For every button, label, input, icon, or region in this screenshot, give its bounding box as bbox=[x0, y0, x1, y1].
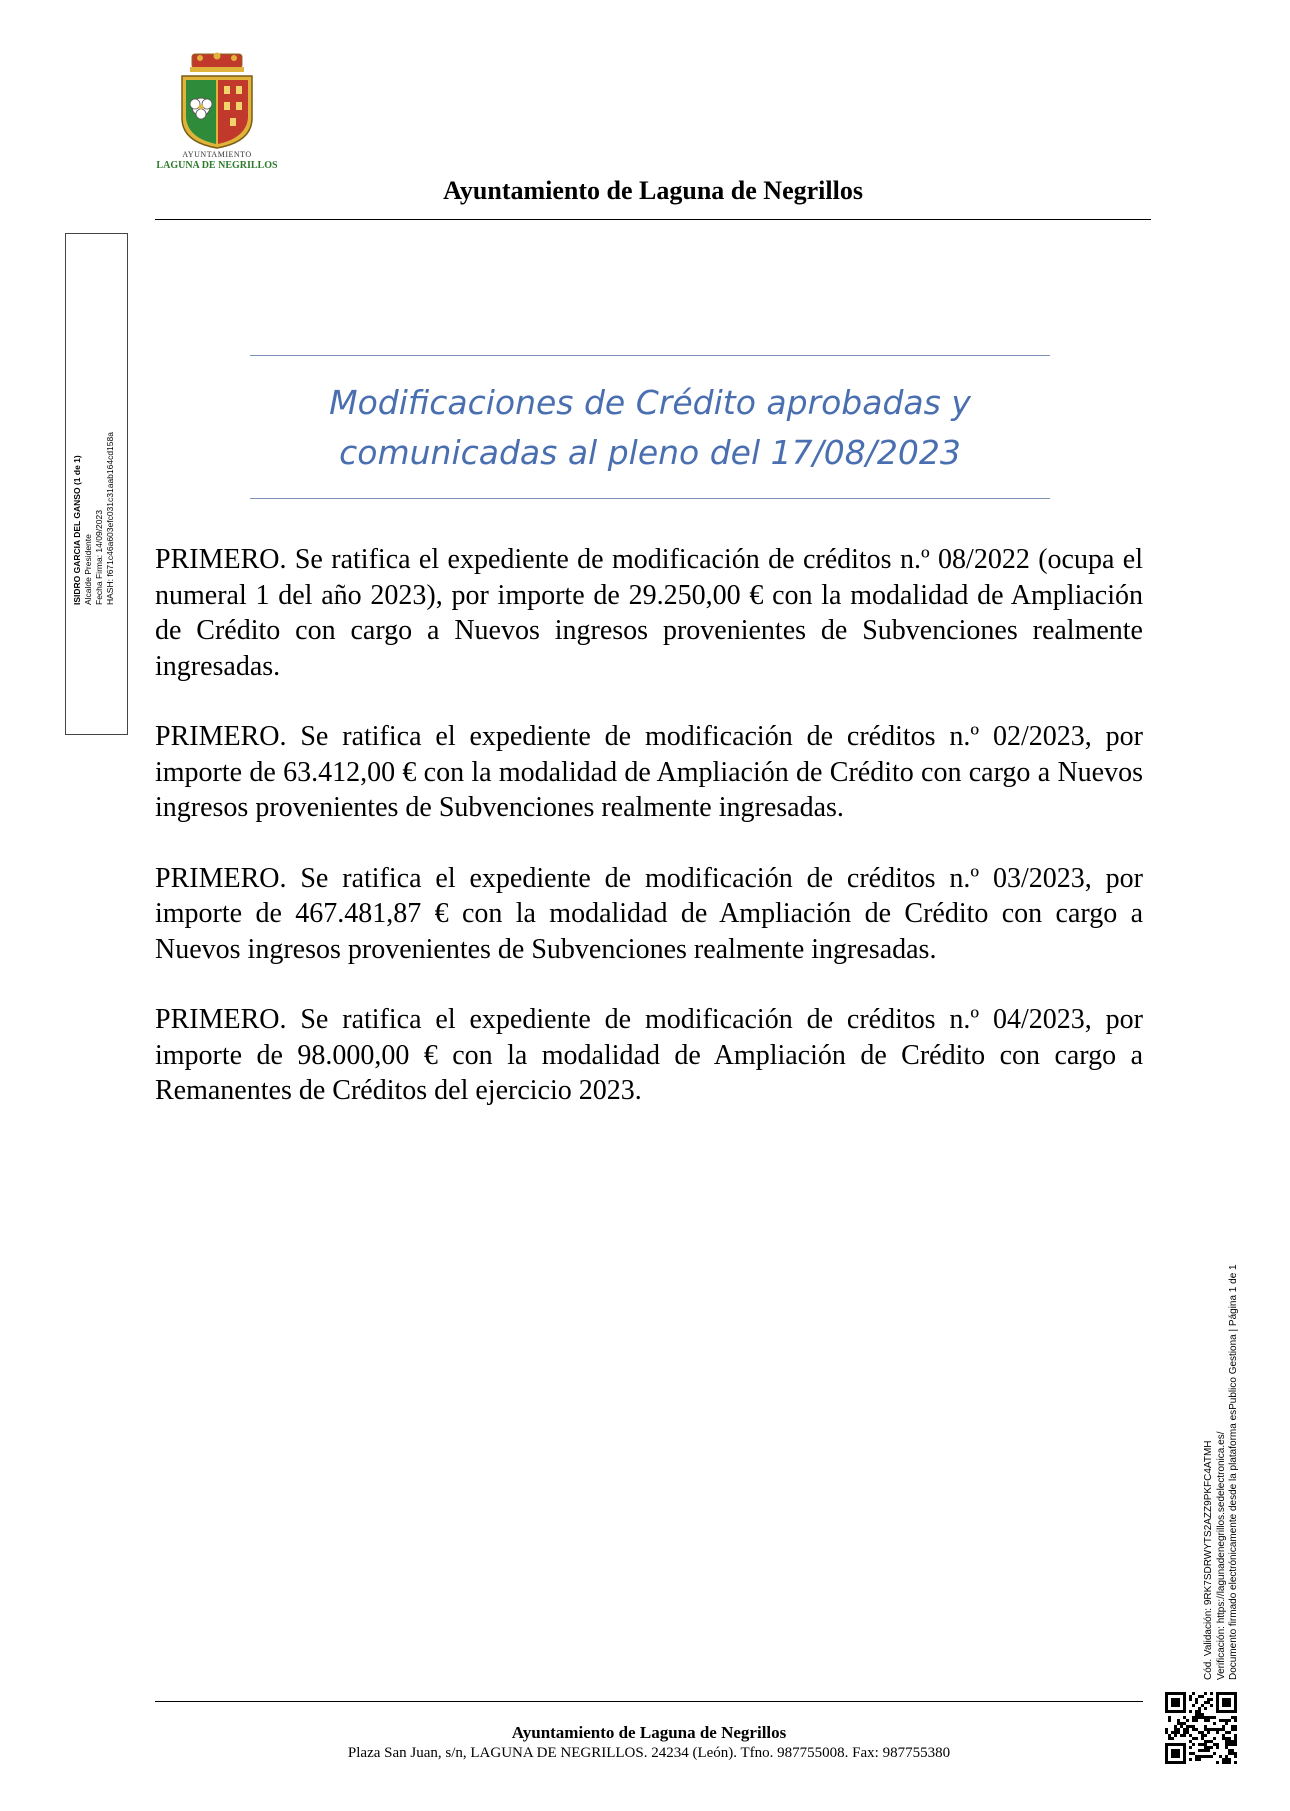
document-title bbox=[250, 378, 1050, 478]
document-title-line-2: comunicadas al pleno del 17/08/2023 bbox=[339, 433, 961, 472]
coat-of-arms-icon bbox=[152, 52, 282, 150]
signer-role: Alcalde Presidente bbox=[83, 534, 93, 605]
footer-divider bbox=[155, 1701, 1143, 1702]
signature-hash: HASH: f671c46a603efc031c31aab164cd158a bbox=[105, 432, 115, 605]
verification-url: Verificación: https://lagunadenegrillos.sedelectronica.es/ bbox=[1215, 1431, 1227, 1680]
signed-notice: Documento firmado electrónicamente desde la plataforma esPublico Gestiona | Página 1 de 1 bbox=[1228, 1264, 1239, 1680]
document-body bbox=[155, 542, 1143, 1144]
qr-code-graphic bbox=[1165, 1692, 1237, 1764]
municipal-coat-of-arms-logo bbox=[152, 52, 282, 172]
signer-name: ISIDRO GARCIA DEL GANSO (1 de 1) bbox=[72, 455, 82, 605]
paragraph: PRIMERO. Se ratifica el expediente de modificación de créditos n.º 04/2023, por importe de 98.000,00 € con la modalidad de Ampliación de Crédito con cargo a Remanentes de Créditos del ejercicio 2023. bbox=[155, 1004, 1143, 1106]
logo-caption-top: AYUNTAMIENTO bbox=[182, 150, 252, 159]
validation-code: Cód. Validación: 9RK7SDRWYTS2AZZ9PKFC4ATMH bbox=[1203, 1440, 1214, 1680]
paragraph: PRIMERO. Se ratifica el expediente de modificación de créditos n.º 03/2023, por importe de 467.481,87 € con la modalidad de Ampliación de Crédito con cargo a Nuevos ingresos provenientes de Subvenciones realmente ingresadas. bbox=[155, 862, 1143, 965]
footer-name: Ayuntamiento de Laguna de Negrillos bbox=[511, 1723, 787, 1742]
validation-block bbox=[1203, 1120, 1241, 1680]
footer-address: Plaza San Juan, s/n, LAGUNA DE NEGRILLOS. 24234 (León). Tfno. 987755008. Fax: 987755380 bbox=[347, 1745, 951, 1761]
title-rule-bottom bbox=[250, 498, 1050, 499]
title-rule-top bbox=[250, 355, 1050, 356]
paragraph: PRIMERO. Se ratifica el expediente de modificación de créditos n.º 02/2023, por importe de 63.412,00 € con la modalidad de Ampliación de Crédito con cargo a Nuevos ingresos provenientes de Subvenciones realmente ingresadas. bbox=[155, 721, 1143, 823]
logo-caption-bottom: LAGUNA DE NEGRILLOS bbox=[156, 160, 278, 171]
header-divider bbox=[155, 219, 1151, 220]
paragraph: PRIMERO. Se ratifica el expediente de modificación de créditos n.º 08/2022 (ocupa el numeral 1 del año 2023), por importe de 29.250,00 € con la modalidad de Ampliación de Crédito con cargo a Nuevos ingresos provenientes de Subvenciones realmente ingresadas. bbox=[155, 544, 1143, 682]
header-title: Ayuntamiento de Laguna de Negrillos bbox=[443, 176, 863, 205]
signature-block bbox=[72, 225, 116, 605]
document-title-line-1: Modificaciones de Crédito aprobadas y bbox=[329, 383, 971, 422]
qr-code-icon bbox=[1165, 1692, 1237, 1764]
signature-date: Fecha Firma: 14/09/2023 bbox=[94, 510, 104, 605]
